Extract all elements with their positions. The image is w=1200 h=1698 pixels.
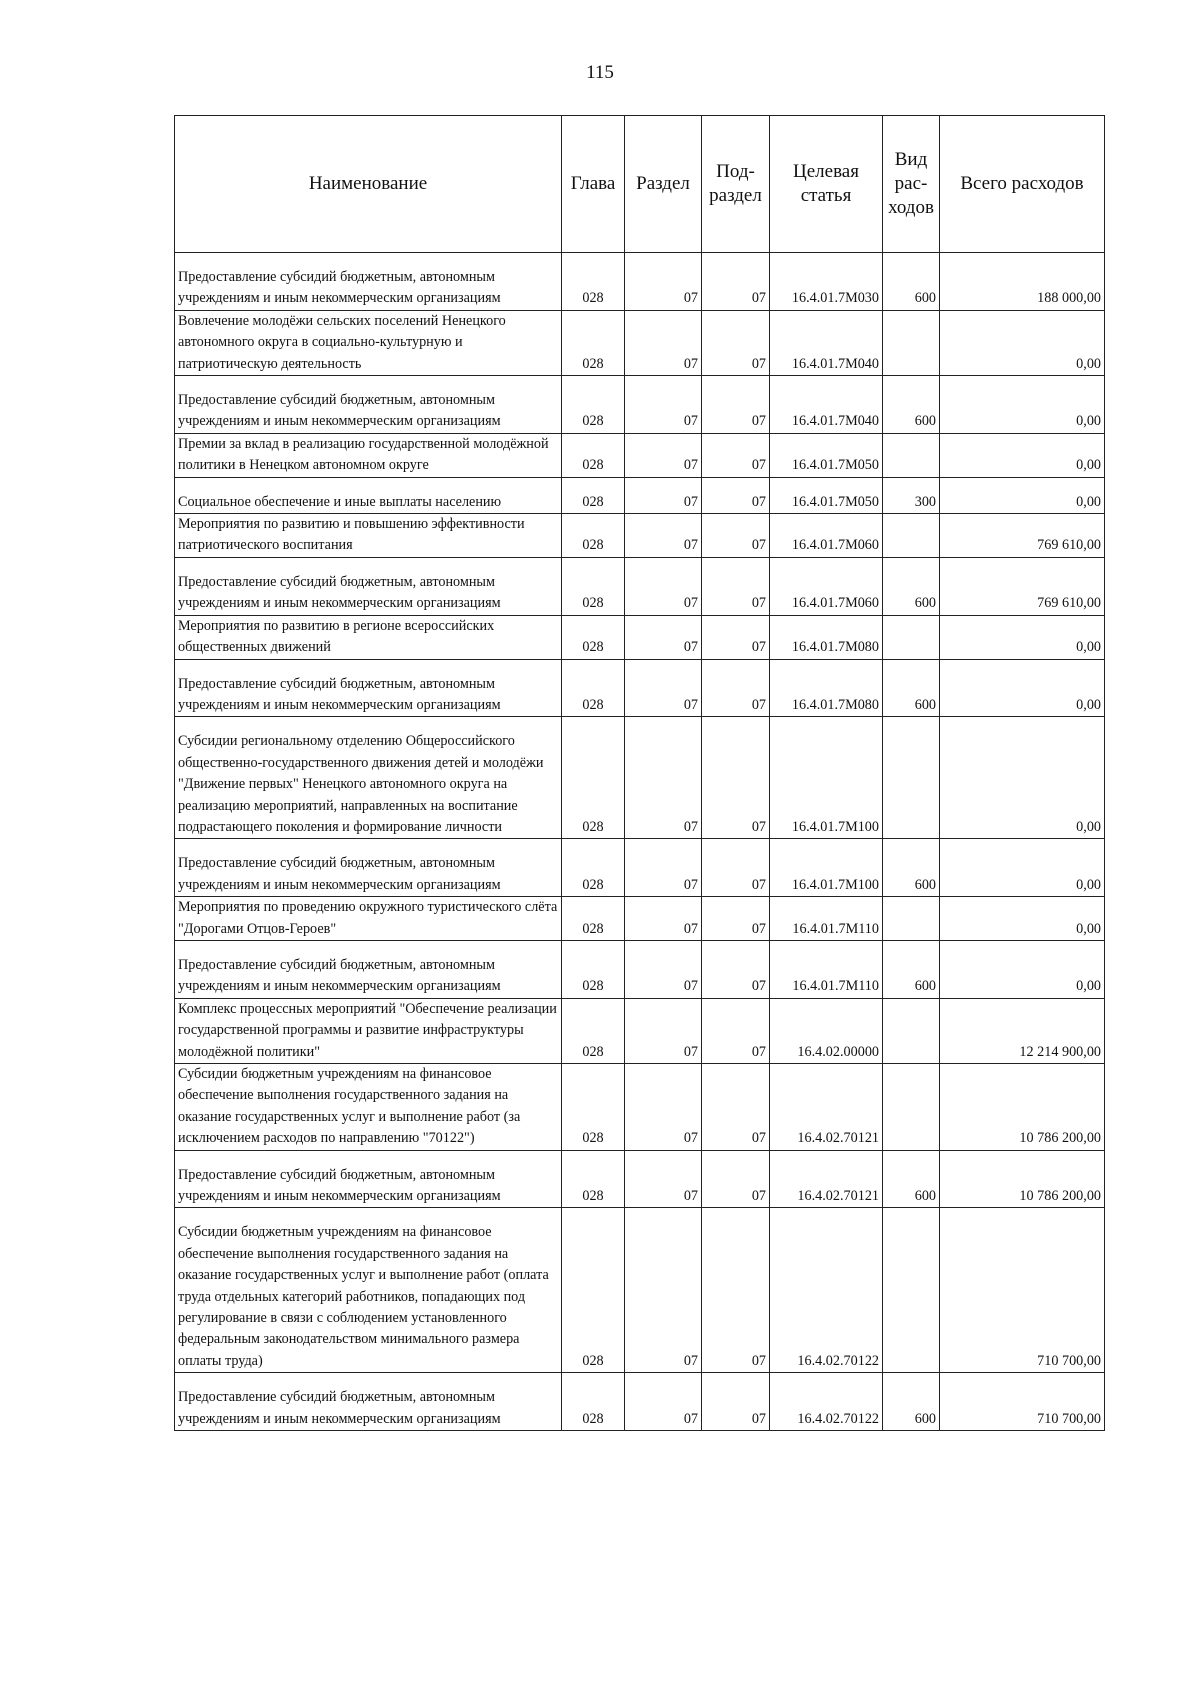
cell-section: 07 bbox=[625, 853, 702, 896]
spacer-cell bbox=[175, 376, 562, 391]
table-row bbox=[175, 514, 1105, 558]
cell-name: Предоставление субсидий бюджетным, автономным учреждениям и иным некоммерческим организациям bbox=[175, 267, 562, 310]
cell-subsection: 07 bbox=[702, 1064, 770, 1151]
row-spacer bbox=[175, 1373, 1105, 1388]
cell-chapter: 028 bbox=[562, 998, 625, 1063]
cell-section: 07 bbox=[625, 267, 702, 310]
cell-type: 600 bbox=[883, 674, 940, 717]
cell-total: 0,00 bbox=[940, 433, 1105, 477]
spacer-cell bbox=[562, 1373, 625, 1388]
cell-name: Социальное обеспечение и иные выплаты населению bbox=[175, 492, 562, 514]
spacer-cell bbox=[702, 940, 770, 955]
cell-type bbox=[883, 1064, 940, 1151]
cell-subsection: 07 bbox=[702, 572, 770, 615]
cell-chapter: 028 bbox=[562, 514, 625, 558]
cell-section: 07 bbox=[625, 674, 702, 717]
spacer-cell bbox=[562, 659, 625, 674]
spacer-cell bbox=[562, 839, 625, 854]
spacer-cell bbox=[175, 717, 562, 732]
spacer-cell bbox=[883, 717, 940, 732]
cell-chapter: 028 bbox=[562, 492, 625, 514]
spacer-cell bbox=[625, 477, 702, 492]
cell-total: 0,00 bbox=[940, 853, 1105, 896]
spacer-cell bbox=[175, 1208, 562, 1223]
cell-section: 07 bbox=[625, 514, 702, 558]
spacer-cell bbox=[940, 659, 1105, 674]
cell-name: Субсидии региональному отделению Общероссийского общественно-государственного движения детей и молодёжи "Движение первых" Ненецкого автономного округа на реализацию мероприятий, направленных на воспитание подрастающего поколения и формирование личности bbox=[175, 731, 562, 839]
cell-target: 16.4.01.7М100 bbox=[770, 731, 883, 839]
cell-target: 16.4.02.70121 bbox=[770, 1165, 883, 1208]
spacer-cell bbox=[625, 376, 702, 391]
cell-total: 0,00 bbox=[940, 310, 1105, 375]
spacer-cell bbox=[770, 376, 883, 391]
spacer-cell bbox=[702, 1208, 770, 1223]
spacer-cell bbox=[940, 1373, 1105, 1388]
table-row bbox=[175, 1387, 1105, 1430]
row-spacer bbox=[175, 717, 1105, 732]
cell-subsection: 07 bbox=[702, 1165, 770, 1208]
table-row bbox=[175, 731, 1105, 839]
spacer-cell bbox=[562, 253, 625, 268]
cell-target: 16.4.01.7М060 bbox=[770, 572, 883, 615]
cell-section: 07 bbox=[625, 897, 702, 941]
cell-subsection: 07 bbox=[702, 1387, 770, 1430]
cell-name: Комплекс процессных мероприятий "Обеспечение реализации государственной программы и развитие инфраструктуры молодёжной политики" bbox=[175, 998, 562, 1063]
cell-name: Мероприятия по развитию в регионе всероссийских общественных движений bbox=[175, 615, 562, 659]
cell-total: 12 214 900,00 bbox=[940, 998, 1105, 1063]
spacer-cell bbox=[940, 477, 1105, 492]
spacer-cell bbox=[625, 1208, 702, 1223]
cell-chapter: 028 bbox=[562, 731, 625, 839]
spacer-cell bbox=[625, 839, 702, 854]
cell-section: 07 bbox=[625, 615, 702, 659]
row-spacer bbox=[175, 1150, 1105, 1165]
cell-name: Предоставление субсидий бюджетным, автономным учреждениям и иным некоммерческим организациям bbox=[175, 1387, 562, 1430]
table-row bbox=[175, 492, 1105, 514]
cell-chapter: 028 bbox=[562, 572, 625, 615]
cell-chapter: 028 bbox=[562, 853, 625, 896]
spacer-cell bbox=[883, 839, 940, 854]
table-row bbox=[175, 267, 1105, 310]
spacer-cell bbox=[175, 839, 562, 854]
header-name: Наименование bbox=[175, 116, 562, 253]
cell-subsection: 07 bbox=[702, 998, 770, 1063]
cell-type: 600 bbox=[883, 853, 940, 896]
cell-subsection: 07 bbox=[702, 433, 770, 477]
spacer-cell bbox=[175, 477, 562, 492]
table-row bbox=[175, 615, 1105, 659]
cell-subsection: 07 bbox=[702, 674, 770, 717]
spacer-cell bbox=[562, 1150, 625, 1165]
cell-total: 0,00 bbox=[940, 731, 1105, 839]
table-row bbox=[175, 674, 1105, 717]
spacer-cell bbox=[175, 659, 562, 674]
table-row bbox=[175, 1222, 1105, 1372]
spacer-cell bbox=[770, 1150, 883, 1165]
cell-type bbox=[883, 731, 940, 839]
cell-total: 710 700,00 bbox=[940, 1387, 1105, 1430]
spacer-cell bbox=[702, 717, 770, 732]
cell-name: Субсидии бюджетным учреждениям на финансовое обеспечение выполнения государственного задания на оказание государственных услуг и выполнение работ (за исключением расходов по направлению "70122") bbox=[175, 1064, 562, 1151]
cell-chapter: 028 bbox=[562, 674, 625, 717]
cell-total: 769 610,00 bbox=[940, 514, 1105, 558]
cell-section: 07 bbox=[625, 955, 702, 998]
cell-name: Мероприятия по проведению окружного туристического слёта "Дорогами Отцов-Героев" bbox=[175, 897, 562, 941]
table-row bbox=[175, 310, 1105, 375]
cell-type bbox=[883, 998, 940, 1063]
spacer-cell bbox=[940, 1208, 1105, 1223]
spacer-cell bbox=[883, 376, 940, 391]
spacer-cell bbox=[940, 376, 1105, 391]
row-spacer bbox=[175, 940, 1105, 955]
cell-type: 300 bbox=[883, 492, 940, 514]
spacer-cell bbox=[625, 659, 702, 674]
spacer-cell bbox=[625, 557, 702, 572]
spacer-cell bbox=[940, 253, 1105, 268]
cell-name: Предоставление субсидий бюджетным, автономным учреждениям и иным некоммерческим организациям bbox=[175, 1165, 562, 1208]
spacer-cell bbox=[770, 477, 883, 492]
spacer-cell bbox=[702, 376, 770, 391]
row-spacer bbox=[175, 376, 1105, 391]
spacer-cell bbox=[702, 1150, 770, 1165]
spacer-cell bbox=[940, 557, 1105, 572]
cell-subsection: 07 bbox=[702, 310, 770, 375]
spacer-cell bbox=[883, 1150, 940, 1165]
budget-table bbox=[174, 115, 1105, 1431]
spacer-cell bbox=[940, 940, 1105, 955]
table-row bbox=[175, 955, 1105, 998]
cell-target: 16.4.02.70122 bbox=[770, 1387, 883, 1430]
cell-section: 07 bbox=[625, 390, 702, 433]
cell-chapter: 028 bbox=[562, 390, 625, 433]
cell-chapter: 028 bbox=[562, 433, 625, 477]
row-spacer bbox=[175, 557, 1105, 572]
cell-section: 07 bbox=[625, 310, 702, 375]
cell-total: 188 000,00 bbox=[940, 267, 1105, 310]
spacer-cell bbox=[883, 557, 940, 572]
table-row bbox=[175, 1165, 1105, 1208]
cell-name: Субсидии бюджетным учреждениям на финансовое обеспечение выполнения государственного задания на оказание государственных услуг и выполнение работ (оплата труда отдельных категорий работников, попадающих под регулирование в связи с соблюдением установленного федеральным законодательством минимального размера оплаты труда) bbox=[175, 1222, 562, 1372]
cell-type bbox=[883, 615, 940, 659]
page-number: 115 bbox=[586, 62, 614, 83]
spacer-cell bbox=[770, 839, 883, 854]
spacer-cell bbox=[625, 1373, 702, 1388]
cell-name: Предоставление субсидий бюджетным, автономным учреждениям и иным некоммерческим организациям bbox=[175, 390, 562, 433]
cell-subsection: 07 bbox=[702, 492, 770, 514]
cell-chapter: 028 bbox=[562, 1165, 625, 1208]
spacer-cell bbox=[883, 1208, 940, 1223]
header-target: Целевая статья bbox=[770, 116, 883, 253]
spacer-cell bbox=[562, 557, 625, 572]
cell-target: 16.4.01.7М080 bbox=[770, 615, 883, 659]
cell-section: 07 bbox=[625, 731, 702, 839]
spacer-cell bbox=[883, 940, 940, 955]
cell-target: 16.4.01.7М060 bbox=[770, 514, 883, 558]
spacer-cell bbox=[702, 659, 770, 674]
cell-name: Премии за вклад в реализацию государственной молодёжной политики в Ненецком автономном округе bbox=[175, 433, 562, 477]
cell-subsection: 07 bbox=[702, 897, 770, 941]
cell-target: 16.4.01.7М110 bbox=[770, 955, 883, 998]
cell-total: 0,00 bbox=[940, 492, 1105, 514]
cell-name: Предоставление субсидий бюджетным, автономным учреждениям и иным некоммерческим организациям bbox=[175, 572, 562, 615]
spacer-cell bbox=[175, 253, 562, 268]
cell-total: 710 700,00 bbox=[940, 1222, 1105, 1372]
spacer-cell bbox=[940, 717, 1105, 732]
cell-subsection: 07 bbox=[702, 1222, 770, 1372]
cell-target: 16.4.01.7М030 bbox=[770, 267, 883, 310]
cell-name: Предоставление субсидий бюджетным, автономным учреждениям и иным некоммерческим организациям bbox=[175, 853, 562, 896]
cell-subsection: 07 bbox=[702, 853, 770, 896]
cell-type: 600 bbox=[883, 1387, 940, 1430]
cell-name: Вовлечение молодёжи сельских поселений Ненецкого автономного округа в социально-культурную и патриотическую деятельность bbox=[175, 310, 562, 375]
cell-type bbox=[883, 514, 940, 558]
cell-name: Предоставление субсидий бюджетным, автономным учреждениям и иным некоммерческим организациям bbox=[175, 955, 562, 998]
header-section: Раздел bbox=[625, 116, 702, 253]
cell-chapter: 028 bbox=[562, 955, 625, 998]
spacer-cell bbox=[702, 1373, 770, 1388]
spacer-cell bbox=[770, 1373, 883, 1388]
cell-target: 16.4.01.7М050 bbox=[770, 492, 883, 514]
spacer-cell bbox=[562, 717, 625, 732]
cell-section: 07 bbox=[625, 1387, 702, 1430]
spacer-cell bbox=[175, 1150, 562, 1165]
row-spacer bbox=[175, 839, 1105, 854]
cell-total: 769 610,00 bbox=[940, 572, 1105, 615]
spacer-cell bbox=[702, 557, 770, 572]
cell-total: 0,00 bbox=[940, 897, 1105, 941]
cell-section: 07 bbox=[625, 1222, 702, 1372]
cell-target: 16.4.01.7М080 bbox=[770, 674, 883, 717]
spacer-cell bbox=[770, 253, 883, 268]
spacer-cell bbox=[770, 557, 883, 572]
cell-subsection: 07 bbox=[702, 731, 770, 839]
cell-target: 16.4.01.7М050 bbox=[770, 433, 883, 477]
spacer-cell bbox=[175, 940, 562, 955]
spacer-cell bbox=[702, 839, 770, 854]
row-spacer bbox=[175, 477, 1105, 492]
table-row bbox=[175, 1064, 1105, 1151]
spacer-cell bbox=[770, 717, 883, 732]
header-type: Вид рас-ходов bbox=[883, 116, 940, 253]
spacer-cell bbox=[770, 659, 883, 674]
spacer-cell bbox=[883, 659, 940, 674]
cell-target: 16.4.01.7М100 bbox=[770, 853, 883, 896]
cell-total: 10 786 200,00 bbox=[940, 1165, 1105, 1208]
cell-subsection: 07 bbox=[702, 955, 770, 998]
spacer-cell bbox=[625, 717, 702, 732]
row-spacer bbox=[175, 659, 1105, 674]
spacer-cell bbox=[770, 940, 883, 955]
table-row bbox=[175, 897, 1105, 941]
cell-chapter: 028 bbox=[562, 897, 625, 941]
cell-type: 600 bbox=[883, 390, 940, 433]
table-header-row bbox=[175, 116, 1105, 253]
spacer-cell bbox=[625, 253, 702, 268]
cell-chapter: 028 bbox=[562, 1387, 625, 1430]
header-chapter: Глава bbox=[562, 116, 625, 253]
cell-target: 16.4.02.70121 bbox=[770, 1064, 883, 1151]
spacer-cell bbox=[562, 940, 625, 955]
cell-section: 07 bbox=[625, 1165, 702, 1208]
cell-section: 07 bbox=[625, 1064, 702, 1151]
cell-total: 0,00 bbox=[940, 390, 1105, 433]
cell-type: 600 bbox=[883, 955, 940, 998]
header-subsection: Под-раздел bbox=[702, 116, 770, 253]
cell-chapter: 028 bbox=[562, 1222, 625, 1372]
cell-subsection: 07 bbox=[702, 390, 770, 433]
spacer-cell bbox=[562, 376, 625, 391]
table-row bbox=[175, 998, 1105, 1063]
cell-type bbox=[883, 1222, 940, 1372]
cell-subsection: 07 bbox=[702, 267, 770, 310]
cell-subsection: 07 bbox=[702, 615, 770, 659]
spacer-cell bbox=[940, 1150, 1105, 1165]
cell-subsection: 07 bbox=[702, 514, 770, 558]
cell-type bbox=[883, 433, 940, 477]
spacer-cell bbox=[625, 1150, 702, 1165]
cell-target: 16.4.02.70122 bbox=[770, 1222, 883, 1372]
spacer-cell bbox=[702, 477, 770, 492]
cell-target: 16.4.02.00000 bbox=[770, 998, 883, 1063]
spacer-cell bbox=[562, 1208, 625, 1223]
row-spacer bbox=[175, 1208, 1105, 1223]
cell-chapter: 028 bbox=[562, 267, 625, 310]
cell-type: 600 bbox=[883, 572, 940, 615]
cell-section: 07 bbox=[625, 433, 702, 477]
table-row bbox=[175, 390, 1105, 433]
spacer-cell bbox=[175, 1373, 562, 1388]
spacer-cell bbox=[940, 839, 1105, 854]
cell-type bbox=[883, 897, 940, 941]
spacer-cell bbox=[562, 477, 625, 492]
cell-type: 600 bbox=[883, 267, 940, 310]
table-body bbox=[175, 253, 1105, 1431]
cell-type bbox=[883, 310, 940, 375]
cell-total: 0,00 bbox=[940, 674, 1105, 717]
cell-total: 0,00 bbox=[940, 955, 1105, 998]
cell-type: 600 bbox=[883, 1165, 940, 1208]
cell-section: 07 bbox=[625, 572, 702, 615]
row-spacer bbox=[175, 253, 1105, 268]
cell-target: 16.4.01.7М040 bbox=[770, 390, 883, 433]
spacer-cell bbox=[625, 940, 702, 955]
cell-total: 0,00 bbox=[940, 615, 1105, 659]
cell-chapter: 028 bbox=[562, 615, 625, 659]
cell-chapter: 028 bbox=[562, 1064, 625, 1151]
spacer-cell bbox=[883, 253, 940, 268]
cell-target: 16.4.01.7М110 bbox=[770, 897, 883, 941]
cell-name: Предоставление субсидий бюджетным, автономным учреждениям и иным некоммерческим организациям bbox=[175, 674, 562, 717]
cell-name: Мероприятия по развитию и повышению эффективности патриотического воспитания bbox=[175, 514, 562, 558]
header-total: Всего расходов bbox=[940, 116, 1105, 253]
table-row bbox=[175, 853, 1105, 896]
spacer-cell bbox=[883, 1373, 940, 1388]
cell-chapter: 028 bbox=[562, 310, 625, 375]
spacer-cell bbox=[175, 557, 562, 572]
cell-target: 16.4.01.7М040 bbox=[770, 310, 883, 375]
spacer-cell bbox=[770, 1208, 883, 1223]
cell-total: 10 786 200,00 bbox=[940, 1064, 1105, 1151]
spacer-cell bbox=[883, 477, 940, 492]
table-row bbox=[175, 572, 1105, 615]
spacer-cell bbox=[702, 253, 770, 268]
table-row bbox=[175, 433, 1105, 477]
cell-section: 07 bbox=[625, 998, 702, 1063]
cell-section: 07 bbox=[625, 492, 702, 514]
